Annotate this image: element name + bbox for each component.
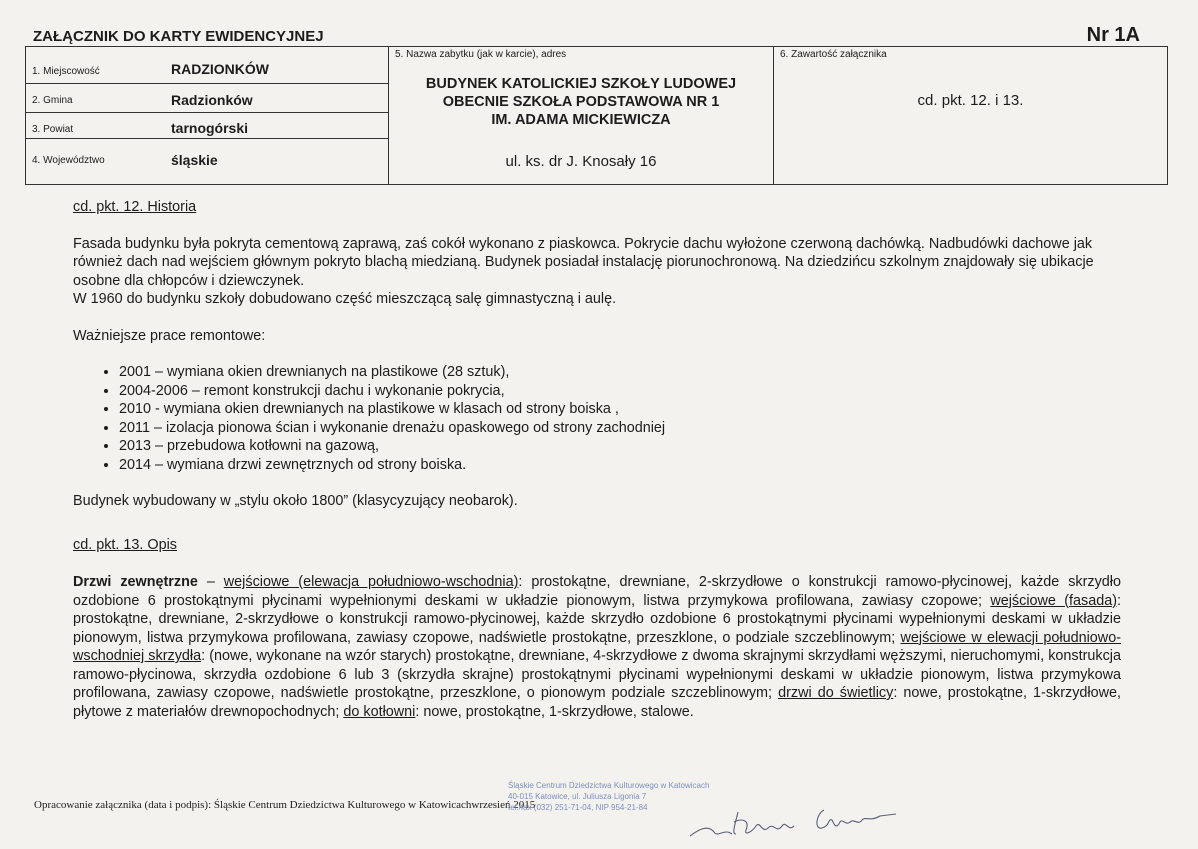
text-segment: –	[197, 574, 224, 590]
monument-name-line: BUDYNEK KATOLICKIEJ SZKOŁY LUDOWEJ	[425, 76, 737, 92]
door-type-label: wejściowe (elewacja południowo-wschodnia)	[223, 574, 519, 590]
attachment-contents-value: cd. pkt. 12. i 13.	[917, 92, 1024, 109]
door-type-label: wejściowe w elewacji południowo-wschodniej skrzydła	[73, 629, 1121, 664]
form-row-label: 3. Powiat	[32, 124, 74, 135]
monument-address: ul. ks. dr J. Knosały 16	[505, 153, 657, 170]
monument-name-line: IM. ADAMA MICKIEWICZA	[491, 112, 671, 128]
monument-name	[389, 75, 773, 129]
attachment-number: Nr 1A	[1086, 24, 1140, 46]
list-item: • 2004-2006 – remont konstrukcji dachu i wykonanie pokrycia,	[119, 382, 1121, 401]
form-row-label: 4. Województwo	[32, 155, 105, 166]
monument-name-line: OBECNIE SZKOŁA PODSTAWOWA NR 1	[442, 94, 720, 110]
institution-stamp	[508, 780, 709, 813]
form-row-value: śląskie	[171, 152, 218, 168]
form-row-label: 1. Miejscowość	[32, 66, 100, 77]
style-note: Budynek wybudowany w „stylu około 1800” (klasycyzujący neobarok).	[73, 493, 518, 509]
description-paragraph	[73, 573, 1121, 721]
list-item: • 2010 - wymiana okien drewnianych na plastikowe w klasach od strony boiska ,	[119, 400, 1121, 419]
record-form-table	[25, 46, 1168, 185]
list-item: • 2011 – izolacja pionowa ścian i wykonanie drenażu opaskowego od strony zachodniej	[119, 419, 1121, 438]
door-type-label: wejściowe (fasada)	[990, 592, 1117, 609]
description-lead: Drzwi zewnętrzne	[73, 574, 198, 590]
stamp-line: Śląskie Centrum Dziedzictwa Kulturowego w Katowicach	[508, 781, 710, 790]
description-heading: cd. pkt. 13. Opis	[73, 536, 177, 553]
monument-name-label: 5. Nazwa zabytku (jak w karcie), adres	[395, 49, 567, 60]
attachment-contents-column	[774, 47, 1167, 184]
attachment-title: ZAŁĄCZNIK DO KARTY EWIDENCYJNEJ	[33, 28, 324, 45]
form-row-label: 2. Gmina	[32, 95, 73, 106]
text-segment: : prostokątne, drewniane, 2-skrzydłowe o konstrukcji ramowo-płycinowej, każde skrzydło ozdobione 6 prostokątnymi płycinami wypełnionymi deskami w układzie pionowym, listwa przymykowa profilowana, zawiasy czopowe, nadświetle prostokątne, przeszklone, o podziale szczeblinowym;	[73, 592, 1121, 646]
works-intro: Ważniejsze prace remontowe:	[73, 327, 266, 344]
monument-name-column	[389, 47, 774, 184]
list-item: • 2001 – wymiana okien drewnianych na plastikowe (28 sztuk),	[119, 363, 1121, 382]
list-item: • 2014 – wymiana drzwi zewnętrznych od strony boiska.	[119, 456, 1121, 475]
attachment-contents-label: 6. Zawartość załącznika	[780, 49, 887, 60]
history-heading: cd. pkt. 12. Historia	[73, 199, 197, 215]
history-paragraph: Fasada budynku była pokryta cementową zaprawą, zaś cokół wykonano z piaskowca. Pokrycie dachu wyłożone czerwoną dachówką. Nadbudówki dachowe jak również dach nad wejściem głównym pokryto blachą miedzianą. Budynek posiadał instalację piorunochronową. Na dziedzińcu szkolnym znajdowały się ubikacje osobne dla chłopców i dziewczynek.	[73, 235, 1094, 289]
door-type-label: drzwi do świetlicy	[778, 685, 894, 701]
text-segment: : nowe, prostokątne, 1-skrzydłowe, stalowe.	[415, 703, 694, 720]
text-segment: : prostokątne, drewniane, 2-skrzydłowe o konstrukcji ramowo-płycinowej, każde skrzydło ozdobione 6 prostokątnymi płycinami wypełnionymi deskami w układzie pionowym, listwa przymykowa profilowana, zawiasy czopowe;	[73, 574, 1122, 609]
text-segment: : nowe, prostokątne, 1-skrzydłowe, płytowe z materiałów drewnopochodnych;	[73, 685, 1122, 720]
form-row-value: Radzionków	[171, 92, 253, 108]
prepared-by: Opracowanie załącznika (data i podpis): Śląskie Centrum Dziedzictwa Kulturowego w Katowicachwrzesień 2015	[34, 799, 536, 811]
text-segment: : (nowe, wykonane na wzór starych) prostokątne, drewniane, 4-skrzydłowe z dwoma skrajnymi skrzydłami węższymi, nieruchomymi, konstrukcja ramowo-płycinowa, skrzydła ozdobione 6 lub 3 (skrzydła skrajne) prostokątnymi płycinami wypełnionymi deskami w układzie pionowym, listwa przymykowa profilowana, zawiasy czopowe, nadświetle prostokątne, przeszklone, o pionowym podziale szczeblinowym;	[73, 648, 1121, 701]
form-row-value: RADZIONKÓW	[171, 61, 269, 77]
handwritten-signature	[690, 790, 900, 845]
form-row-county	[26, 113, 388, 139]
document-body	[73, 198, 1121, 721]
door-type-label: do kotłowni	[343, 703, 416, 720]
form-row-locality	[26, 47, 388, 84]
list-item: • 2013 – przebudowa kotłowni na gazową,	[119, 437, 1121, 456]
location-column	[26, 47, 389, 184]
form-row-value: tarnogórski	[171, 120, 249, 136]
form-row-voivodeship	[26, 139, 388, 184]
works-list	[73, 363, 1121, 474]
stamp-line: tel./fax (032) 251-71-04, NIP 954-21-84	[508, 803, 648, 812]
history-paragraph: W 1960 do budynku szkoły dobudowano część mieszczącą salę gimnastyczną i aulę.	[73, 291, 617, 307]
form-row-commune	[26, 84, 388, 113]
stamp-line: 40-015 Katowice, ul. Juliusza Ligonia 7	[508, 792, 647, 801]
